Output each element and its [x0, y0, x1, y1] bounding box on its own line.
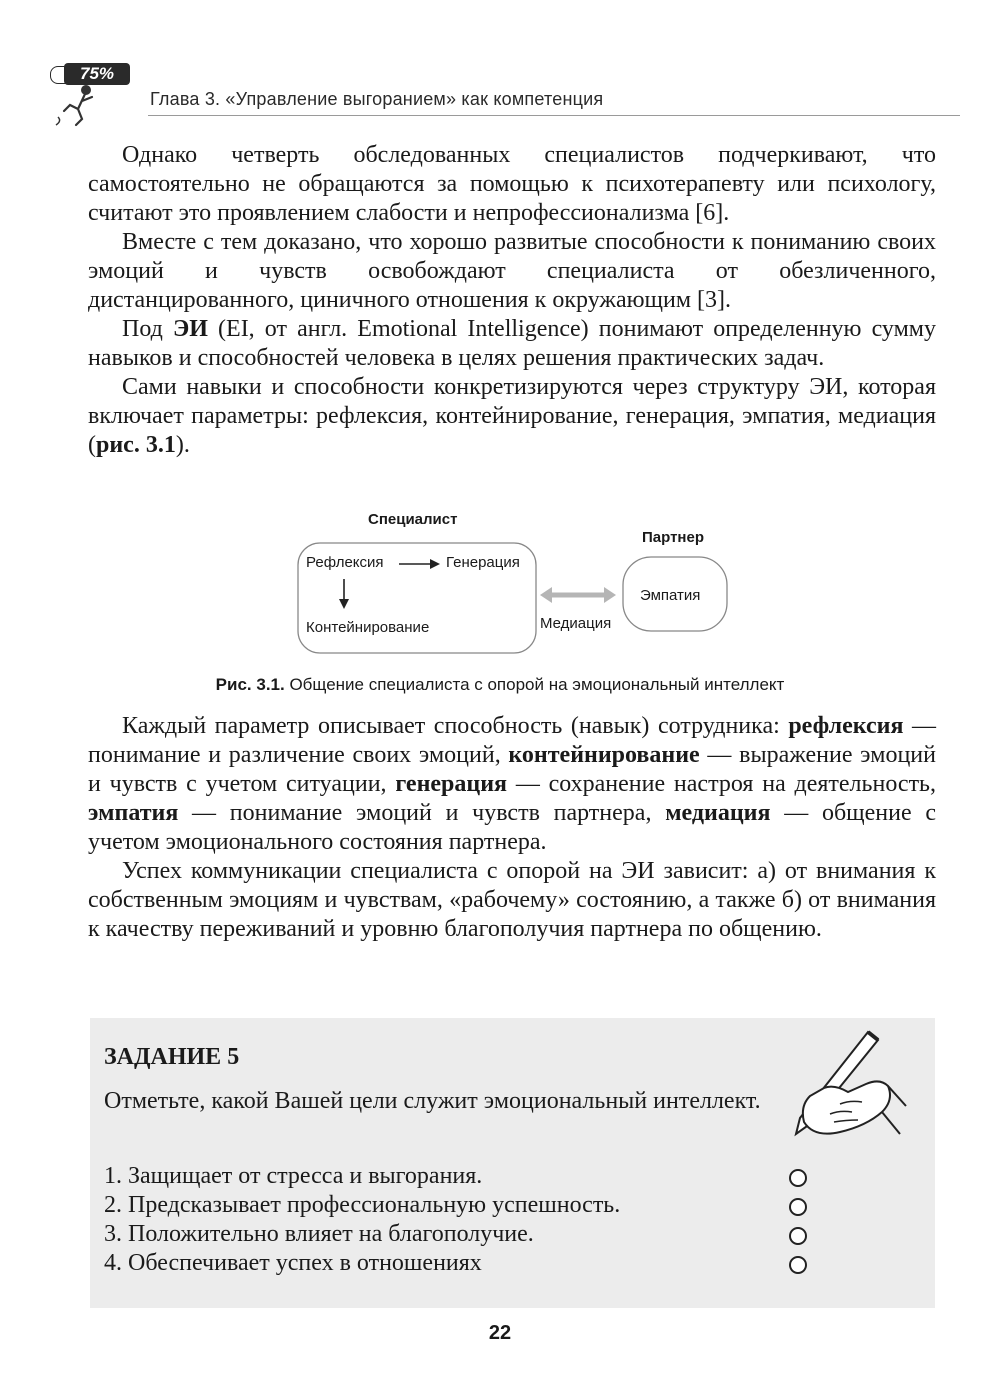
option-radio[interactable]	[789, 1256, 807, 1274]
task-option-label: 2. Предсказывает профессиональную успешность.	[104, 1192, 621, 1218]
task-option	[104, 1249, 804, 1278]
page-number: 22	[488, 1322, 512, 1344]
term-reflexia: рефлексия	[788, 713, 904, 739]
partner-label: Партнер	[642, 529, 704, 546]
text-span: ).	[175, 432, 190, 458]
text-block-intro	[88, 141, 936, 460]
task-option	[104, 1220, 804, 1249]
writing-hand-icon	[770, 1026, 910, 1156]
header-rule	[148, 115, 960, 116]
chapter-title: Глава 3. «Управление выгоранием» как компетенция	[150, 89, 604, 109]
specialist-label: Специалист	[368, 511, 458, 528]
text-block-parameters	[88, 712, 936, 944]
arrow-reflexia-generation-icon	[399, 559, 440, 569]
term-mediation: медиация	[665, 800, 771, 826]
text-span: Под	[122, 316, 173, 342]
term-ei: ЭИ	[172, 316, 208, 342]
task-box	[90, 1018, 935, 1308]
figure-reference: рис. 3.1	[96, 432, 176, 458]
generation-label: Генерация	[446, 554, 520, 571]
double-arrow-mediation-icon	[540, 587, 616, 603]
task-option	[104, 1162, 804, 1191]
task-options	[104, 1162, 804, 1278]
text-span: — понимание эмоций и чувств партнера,	[178, 800, 666, 826]
task-option-label: 1. Защищает от стресса и выгорания.	[104, 1163, 483, 1189]
task-question: Отметьте, какой Вашей цели служит эмоциональный интеллект.	[104, 1088, 761, 1114]
option-radio[interactable]	[789, 1169, 807, 1187]
arrow-reflexia-containment-icon	[339, 579, 349, 609]
text-span: (EI, от англ. Emotional Intelligence) понимают определенную сумму навыков и способностей человека в целях решения практических задач.	[88, 316, 936, 371]
caption-number: Рис. 3.1.	[215, 675, 285, 694]
task-option	[104, 1191, 804, 1220]
term-containment: контейнирование	[508, 742, 700, 768]
text-span: — общение с учетом эмоционального состояния партнера.	[88, 800, 937, 855]
text-span: — выражение эмоций и чувств с учетом ситуации,	[88, 742, 936, 797]
figure-ei-diagram	[290, 505, 740, 665]
text-span: Каждый параметр описывает способность (навык) сотрудника:	[122, 713, 789, 739]
empathy-label: Эмпатия	[640, 587, 701, 604]
figure-caption	[0, 675, 1000, 695]
paragraph: Однако четверть обследованных специалистов подчеркивают, что самостоятельно не обращаются за помощью к психотерапевту или психологу, считают это проявлением слабости и непрофессионализма [6].	[88, 142, 936, 226]
task-option-label: 3. Положительно влияет на благополучие.	[104, 1221, 534, 1247]
paragraph	[88, 712, 936, 857]
task-option-label: 4. Обеспечивает успех в отношениях	[104, 1250, 482, 1276]
mediation-label: Медиация	[540, 615, 612, 632]
term-generation: генерация	[395, 771, 508, 797]
text-span: — сохранение настроя на деятельность,	[507, 771, 937, 797]
caption-text: Общение специалиста с опорой на эмоциональный интеллект	[284, 675, 785, 694]
paragraph: Вместе с тем доказано, что хорошо развитые способности к пониманию своих эмоций и чувств освобождают специалиста от обезличенного, дистанцированного, циничного отношения к окружающим [3].	[88, 229, 936, 313]
option-radio[interactable]	[789, 1227, 807, 1245]
paragraph	[88, 315, 936, 373]
progress-label: 75%	[64, 63, 130, 85]
paragraph	[88, 373, 936, 460]
running-figure-icon	[52, 81, 102, 127]
option-radio[interactable]	[789, 1198, 807, 1216]
reflexia-label: Рефлексия	[306, 554, 384, 571]
text-span: — понимание и различение своих эмоций,	[88, 713, 936, 768]
paragraph: Успех коммуникации специалиста с опорой на ЭИ зависит: а) от внимания к собственным эмоциям и чувствам, «рабочему» состоянию, а также б) от внимания к качеству переживаний и уровню благополучия партнера по общению.	[88, 858, 936, 942]
containment-label: Контейнирование	[306, 619, 430, 636]
text-span: Сами навыки и способности конкретизируются через структуру ЭИ, которая включает параметры: рефлексия, контейнирование, генерация, эмпатия, медиация (	[88, 374, 936, 458]
task-title: ЗАДАНИЕ 5	[104, 1044, 240, 1070]
page-header	[40, 55, 960, 125]
term-empathy: эмпатия	[88, 800, 179, 826]
